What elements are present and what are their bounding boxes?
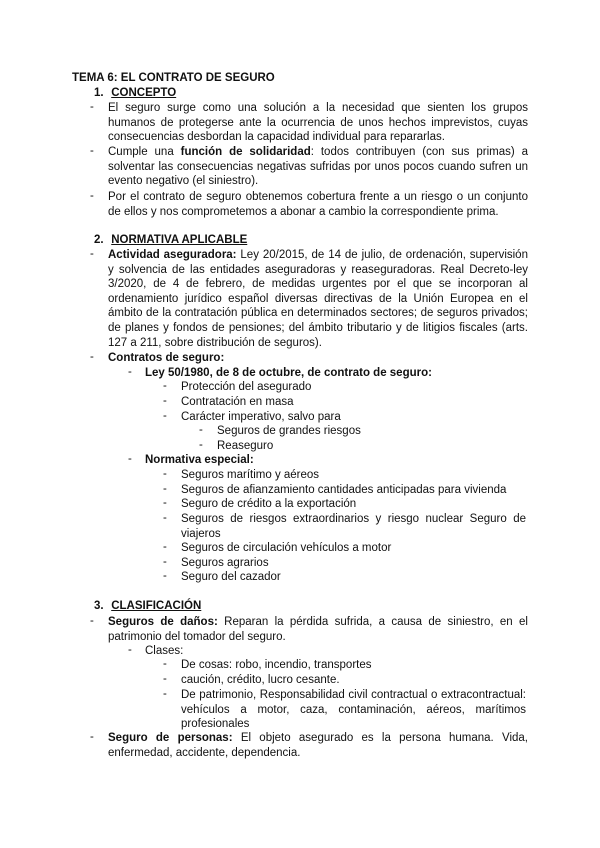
- bullet-dash: -: [163, 673, 167, 685]
- especial-item: Seguros de circulación vehículos a motor: [181, 542, 392, 554]
- bullet-dash: -: [90, 731, 94, 743]
- sub-item: Reaseguro: [217, 440, 274, 452]
- bullet-dash: -: [163, 556, 167, 568]
- bullet-dash: -: [163, 395, 167, 407]
- especial-item: Seguros agrarios: [181, 557, 269, 569]
- ley-item: Protección del asegurado: [181, 381, 312, 393]
- document-title: TEMA 6: EL CONTRATO DE SEGURO: [72, 72, 275, 84]
- section-number: 2.: [94, 234, 104, 246]
- seguro-personas-paragraph: Seguro de personas: El objeto asegurado es la persona humana. Vida, enfermedad, accidente, dependencia.: [108, 732, 529, 759]
- especial-item: Seguro de crédito a la exportación: [181, 498, 357, 510]
- bullet-dash: -: [128, 453, 132, 465]
- especial-item: Seguro del cazador: [181, 571, 281, 583]
- section-3-heading: [94, 600, 201, 612]
- ley-item: Carácter imperativo, salvo para: [181, 411, 341, 423]
- especial-item: Seguros marítimo y aéreos: [181, 469, 320, 481]
- section-number: 1.: [94, 87, 104, 99]
- bullet-dash: -: [199, 439, 203, 451]
- section-number: 3.: [94, 600, 104, 612]
- bullet-dash: -: [90, 351, 94, 363]
- section-2-heading: [94, 234, 247, 246]
- ley-50-1980-heading: Ley 50/1980, de 8 de octubre, de contrato de seguro:: [145, 367, 432, 379]
- sub-item: Seguros de grandes riesgos: [217, 425, 361, 437]
- bullet-dash: -: [90, 248, 94, 260]
- concepto-paragraph-3: Por el contrato de seguro obtenemos cobertura frente a un riesgo o un conjunto de ellos y nos comprometemos a abonar a cambio la correspondiente prima.: [108, 191, 528, 218]
- concepto-paragraph-2: Cumple una función de solidaridad: todos contribuyen (con sus primas) a solventar las consecuencias negativas sufridas por unos pocos cuando sufren un evento negativo (el siniestro).: [108, 146, 528, 188]
- ley-item: Contratación en masa: [181, 396, 294, 408]
- bullet-dash: -: [163, 541, 167, 553]
- bullet-dash: -: [90, 190, 94, 202]
- bullet-dash: -: [163, 410, 167, 422]
- contratos-heading: Contratos de seguro:: [108, 352, 225, 364]
- especial-item: Seguros de afianzamiento cantidades anticipadas para vivienda: [181, 484, 507, 496]
- section-1-heading: [94, 87, 176, 99]
- bullet-dash: -: [199, 424, 203, 436]
- bullet-dash: -: [128, 366, 132, 378]
- bullet-dash: -: [163, 512, 167, 524]
- actividad-aseguradora-paragraph: Actividad aseguradora: Ley 20/2015, de 14 de julio, de ordenación, supervisión y solvencia de las entidades aseguradoras y reaseguradoras. Real Decreto-ley 3/2020, de 4 de febrero, de medidas urgentes por el que se incorporan al ordenamiento jurídico español diversas directivas de la Unión Europea en el ámbito de la contratación pública en determinados sectores; de seguros privados; de planes y fondos de pensiones; del ámbito tributario y de litigios fiscales (arts. 127 a 211, sobre distribución de seguros).: [108, 249, 528, 349]
- bullet-dash: -: [163, 497, 167, 509]
- bullet-dash: -: [163, 688, 167, 700]
- bullet-dash: -: [163, 658, 167, 670]
- especial-item: Seguros de riesgos extraordinarios y riesgo nuclear Seguro de viajeros: [181, 513, 526, 540]
- clases-item: De patrimonio, Responsabilidad civil contractual o extracontractual: vehículos a motor, caza, contaminación, aéreos, marítimos profesionales: [181, 689, 526, 731]
- bullet-dash: -: [90, 615, 94, 627]
- normativa-especial-heading: Normativa especial:: [145, 454, 254, 466]
- bullet-dash: -: [163, 468, 167, 480]
- seguros-danos-paragraph: Seguros de daños: Reparan la pérdida sufrida, a causa de siniestro, en el patrimonio del tomador del seguro.: [108, 616, 528, 643]
- bullet-dash: -: [90, 101, 94, 113]
- bullet-dash: -: [90, 145, 94, 157]
- bullet-dash: -: [163, 380, 167, 392]
- bullet-dash: -: [163, 570, 167, 582]
- clases-heading: Clases:: [145, 645, 184, 657]
- clases-item: caución, crédito, lucro cesante.: [181, 674, 340, 686]
- bullet-dash: -: [128, 644, 132, 656]
- section-label: NORMATIVA APLICABLE: [111, 234, 248, 246]
- section-label: CONCEPTO: [111, 87, 177, 99]
- section-label: CLASIFICACIÓN: [111, 600, 202, 612]
- clases-item: De cosas: robo, incendio, transportes: [181, 659, 372, 671]
- concepto-paragraph-1: El seguro surge como una solución a la necesidad que sienten los grupos humanos de protegerse ante la ocurrencia de unos hechos imprevistos, cuyas consecuencias desbordan la capacidad individual para repararlas.: [108, 102, 528, 144]
- bullet-dash: -: [163, 483, 167, 495]
